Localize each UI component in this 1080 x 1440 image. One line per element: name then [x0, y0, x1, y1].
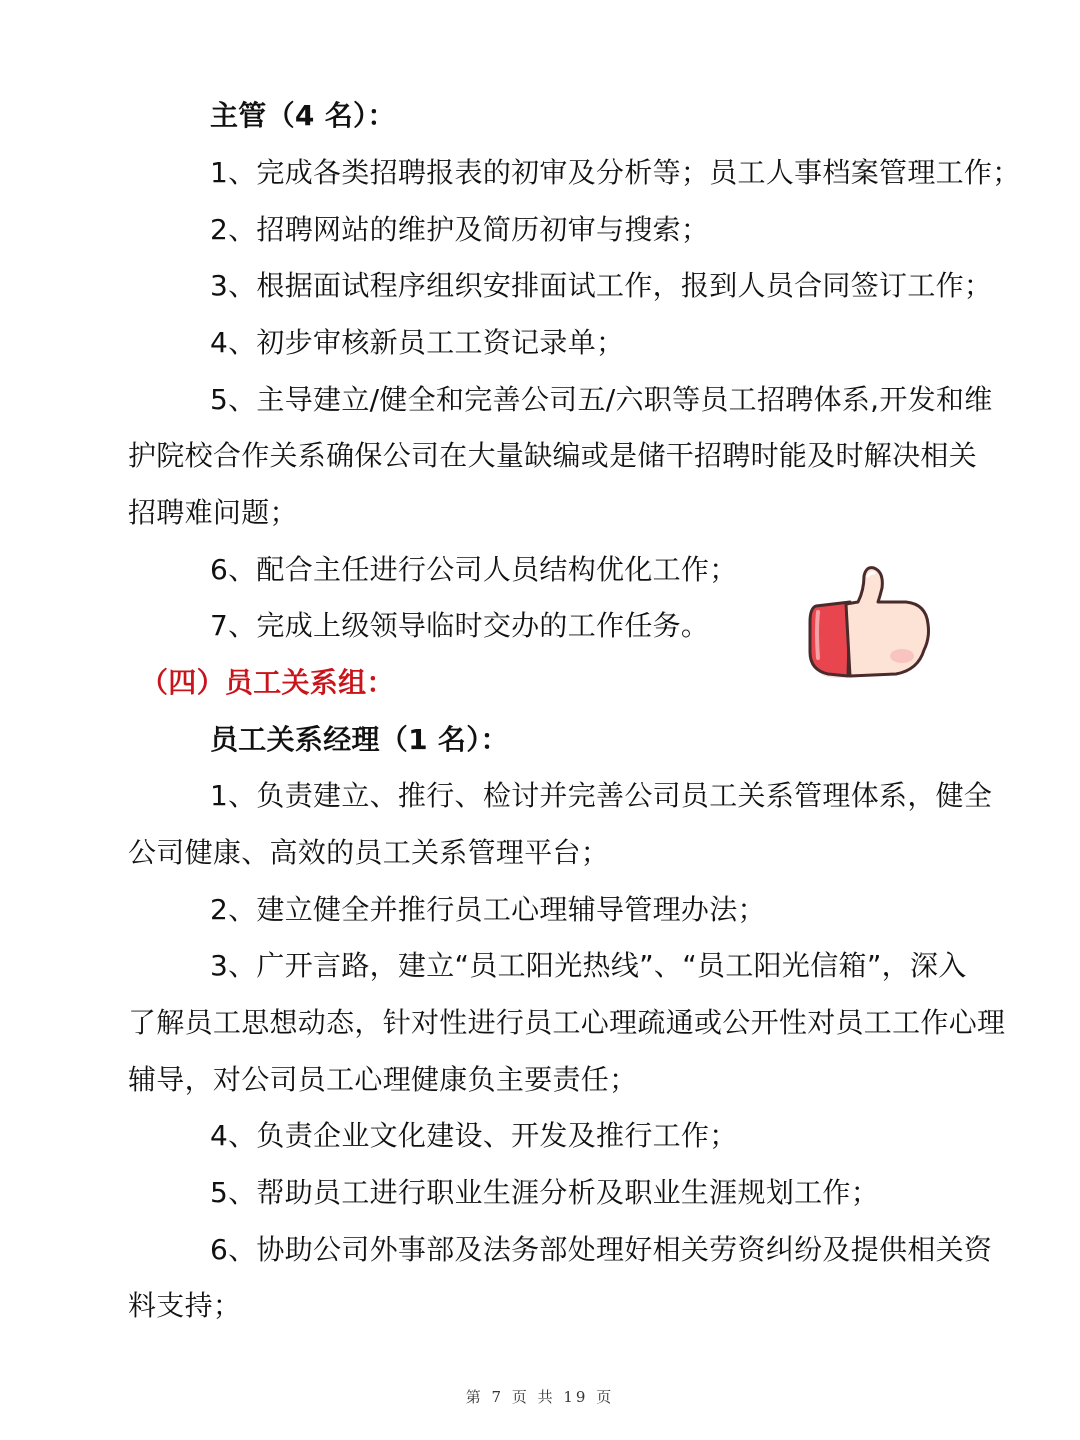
page-footer: 第 7 页 共 19 页	[465, 1388, 615, 1406]
paragraph-line: 2、招聘网站的维护及简历初审与搜索；	[210, 213, 710, 246]
paragraph-line: 1、完成各类招聘报表的初审及分析等；员工人事档案管理工作；	[210, 156, 1021, 189]
paragraph-line: 6、协助公司外事部及法务部处理好相关劳资纠纷及提供相关资	[210, 1233, 993, 1266]
paragraph-line: 公司健康、高效的员工关系管理平台；	[128, 836, 610, 869]
paragraph-line: 3、根据面试程序组织安排面试工作，报到人员合同签订工作；	[210, 269, 993, 302]
paragraph-line: 招聘难问题；	[128, 496, 298, 529]
paragraph-line: 料支持；	[128, 1289, 242, 1322]
paragraph-line: 5、帮助员工进行职业生涯分析及职业生涯规划工作；	[210, 1176, 880, 1209]
paragraph-line: 4、负责企业文化建设、开发及推行工作；	[210, 1119, 738, 1152]
heading-relations-manager: 员工关系经理（1 名）：	[210, 723, 509, 756]
paragraph-line: 3、广开言路，建立“员工阳光热线”、“员工阳光信箱”，深入	[210, 949, 967, 982]
paragraph-line: 5、主导建立/健全和完善公司五/六职等员工招聘体系,开发和维	[210, 383, 993, 416]
paragraph-line: 7、完成上级领导临时交办的工作任务。	[210, 609, 710, 642]
section-heading-employee-relations: （四）员工关系组：	[140, 666, 395, 699]
paragraph-line: 辅导，对公司员工心理健康负主要责任；	[128, 1063, 638, 1096]
thumbs-up-icon	[806, 562, 936, 686]
paragraph-line: 了解员工思想动态，针对性进行员工心理疏通或公开性对员工工作心理	[128, 1006, 1006, 1039]
paragraph-line: 6、配合主任进行公司人员结构优化工作；	[210, 553, 738, 586]
paragraph-line: 1、负责建立、推行、检讨并完善公司员工关系管理体系，健全	[210, 779, 993, 812]
paragraph-line: 2、建立健全并推行员工心理辅导管理办法；	[210, 893, 766, 926]
paragraph-line: 护院校合作关系确保公司在大量缺编或是储干招聘时能及时解决相关	[128, 439, 978, 472]
paragraph-line: 4、初步审核新员工工资记录单；	[210, 326, 625, 359]
heading-supervisor: 主管（4 名）：	[210, 99, 396, 132]
